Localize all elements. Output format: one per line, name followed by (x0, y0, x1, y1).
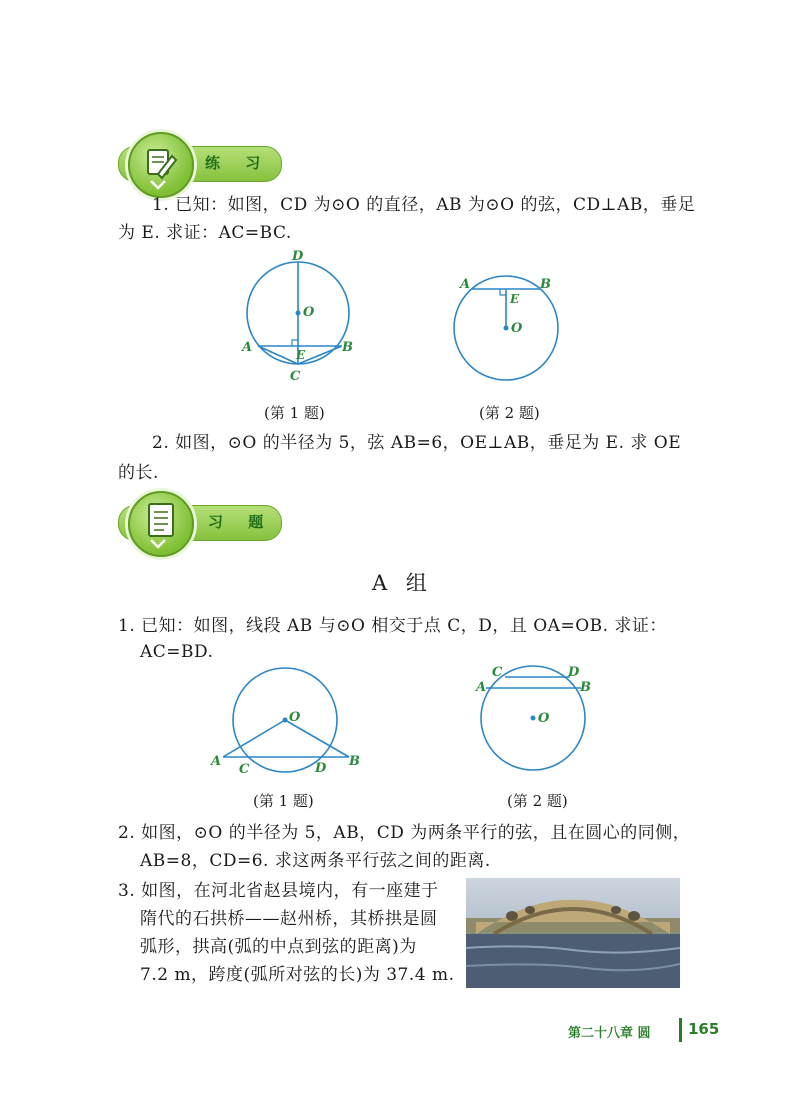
label-c: C (290, 369, 301, 384)
practice-q2-line1: 2. 如图，⊙O 的半径为 5，弦 AB=6，OE⊥AB，垂足为 E. 求 OE (152, 433, 682, 453)
label-b: B (342, 340, 353, 355)
label-d: D (568, 665, 580, 680)
exercise-caption-2: (第 2 题) (507, 792, 568, 810)
group-a-title: A 组 (372, 571, 433, 595)
exercise-q3-line4: 7.2 m，跨度(弧所对弦的长)为 37.4 m. (140, 965, 455, 985)
exercise-q1-line1: 1. 已知：如图，线段 AB 与⊙O 相交于点 C，D，且 OA=OB. 求证： (118, 616, 667, 636)
label-o: O (511, 321, 523, 336)
label-o: O (289, 710, 301, 725)
label-e: E (510, 292, 520, 306)
label-a: A (242, 340, 253, 355)
exercise-figure-1 (205, 664, 365, 784)
exercises-badge-label: 习 题 (208, 513, 274, 531)
label-b: B (540, 277, 551, 292)
label-c: C (492, 665, 503, 680)
exercise-q3-line1: 3. 如图，在河北省赵县境内，有一座建于 (118, 881, 439, 901)
center-point (504, 326, 509, 331)
exercise-figure-2 (470, 662, 600, 782)
center-point (531, 716, 536, 721)
pencil-icon (140, 144, 180, 184)
exercise-q3-line3: 弧形，拱高(弧的中点到弦的距离)为 (140, 937, 417, 957)
bridge-photo (466, 878, 680, 988)
chevron-down-icon (150, 180, 166, 190)
footer-chapter: 第二十八章 圆 (568, 1026, 651, 1041)
practice-q2-line2: 的长. (118, 463, 159, 483)
label-b: B (580, 680, 591, 695)
label-d: D (292, 249, 304, 264)
exercise-q3-line2: 隋代的石拱桥——赵州桥，其桥拱是圆 (140, 909, 438, 929)
practice-figure-1 (230, 248, 370, 388)
right-angle-mark (292, 340, 298, 346)
bridge-illustration (466, 878, 680, 988)
label-o: O (303, 305, 315, 320)
exercise-q1-line2: AC=BD. (140, 642, 214, 662)
segment-ac (258, 346, 298, 364)
label-o: O (538, 711, 550, 726)
segment-ob (285, 720, 349, 757)
label-a: A (211, 754, 222, 769)
right-angle-mark (500, 289, 506, 295)
practice-caption-1: (第 1 题) (264, 404, 325, 422)
practice-badge-label: 练 习 (205, 154, 271, 172)
label-b: B (349, 754, 360, 769)
exercise-q2-line2: AB=8，CD=6. 求这两条平行弦之间的距离. (140, 851, 491, 871)
label-e: E (296, 348, 306, 362)
segment-oa (223, 720, 285, 757)
footer-divider (679, 1018, 682, 1042)
label-d: D (315, 761, 327, 776)
page-number: 165 (688, 1020, 720, 1038)
chevron-down-icon (150, 539, 166, 549)
exercise-caption-1: (第 1 题) (253, 792, 314, 810)
label-a: A (476, 680, 487, 695)
notebook-icon (144, 500, 178, 542)
practice-q1-line2: 为 E. 求证：AC=BC. (118, 223, 292, 243)
exercise-q2-line1: 2. 如图，⊙O 的半径为 5，AB，CD 为两条平行的弦，且在圆心的同侧， (118, 823, 691, 843)
practice-caption-2: (第 2 题) (479, 404, 540, 422)
center-point (283, 718, 288, 723)
label-c: C (239, 762, 250, 777)
practice-q1-line1: 1. 已知：如图，CD 为⊙O 的直径，AB 为⊙O 的弦，CD⊥AB，垂足 (152, 195, 696, 215)
center-point (296, 311, 301, 316)
practice-figure-2 (448, 268, 568, 388)
label-a: A (460, 277, 471, 292)
